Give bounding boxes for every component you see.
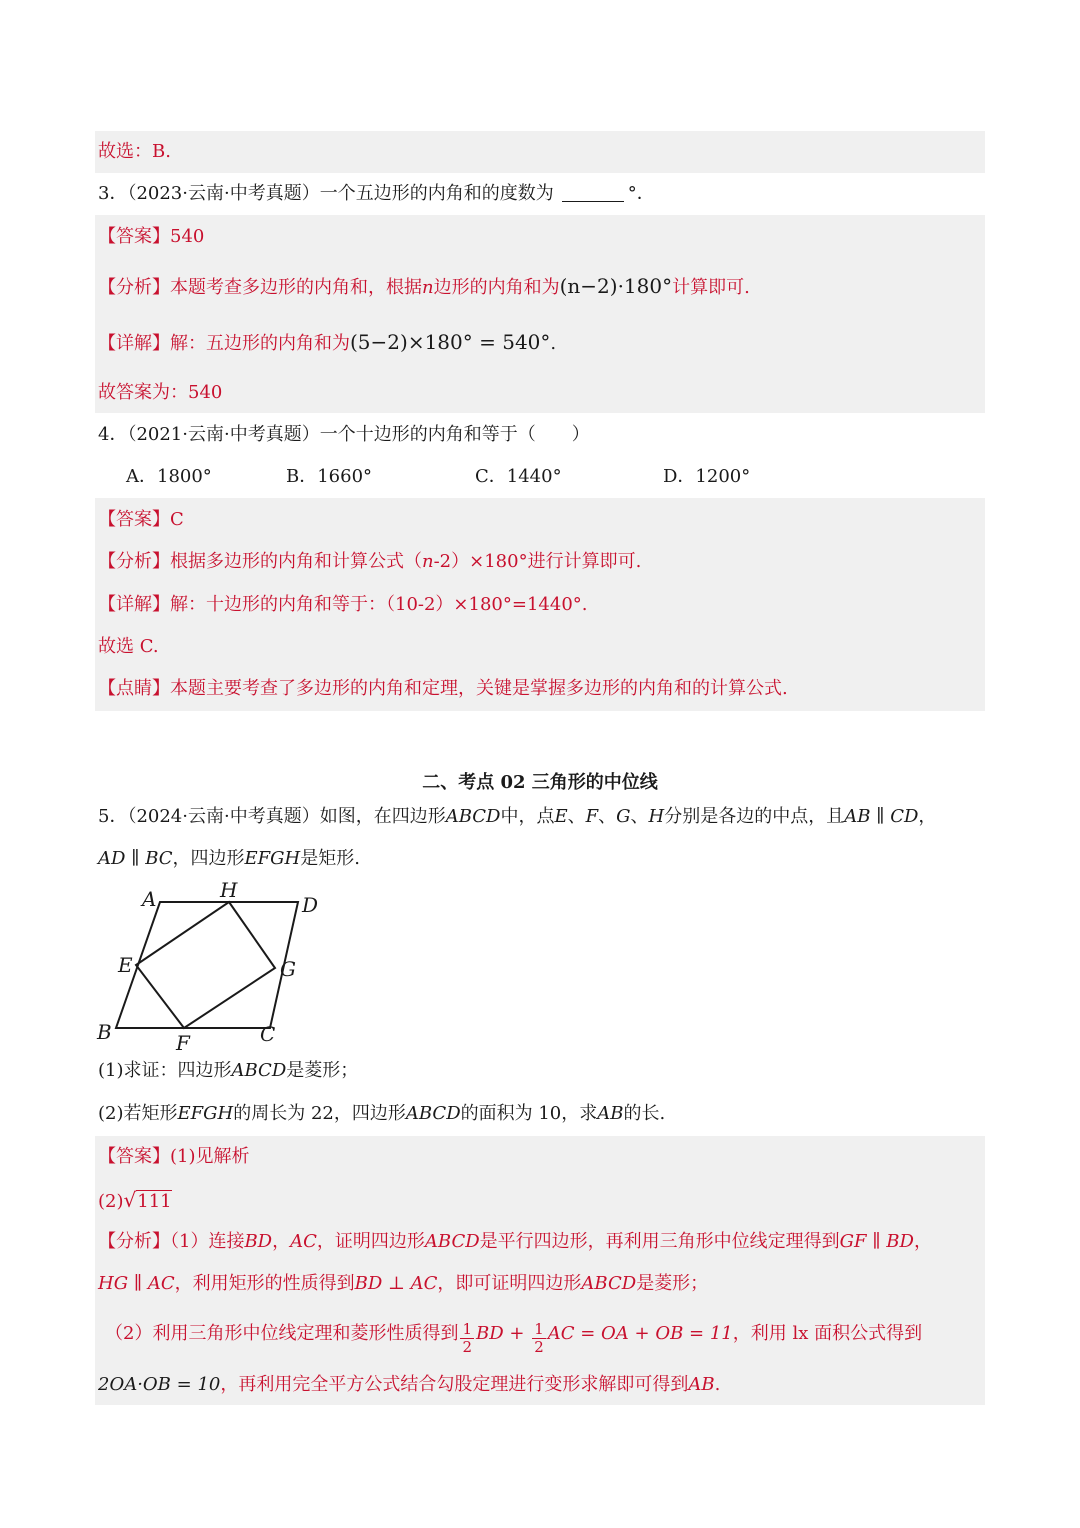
q3-solution-block <box>95 215 985 413</box>
parallelogram-figure <box>90 875 340 1055</box>
fraction-half: $\frac{1}{2}$ <box>462 1320 472 1356</box>
option-d[interactable]: D．1200° <box>663 466 751 487</box>
q4-analysis: 【分析】根据多边形的内角和计算公式（n-2）×180°进行计算即可. <box>98 551 642 572</box>
q3-conclusion: 故答案为：540 <box>98 382 223 403</box>
q2-conclusion: 故选：B. <box>98 141 171 162</box>
label-b: B <box>97 1020 112 1044</box>
label-f: F <box>176 1031 190 1055</box>
fraction-half: $\frac{1}{2}$ <box>534 1320 544 1356</box>
q4-comment: 【点睛】本题主要考查了多边形的内角和定理，关键是掌握多边形的内角和的计算公式. <box>98 678 788 699</box>
label-g: G <box>280 957 296 981</box>
option-a[interactable]: A．1800° <box>126 466 212 487</box>
sqrt-sign: √ <box>123 1188 137 1212</box>
label-d: D <box>302 893 319 917</box>
answer-blank <box>562 185 624 202</box>
q4-detail: 【详解】解：十边形的内角和等于：（10-2）×180°=1440°. <box>98 594 588 615</box>
q5-answer1: 【答案】(1)见解析 <box>98 1146 250 1167</box>
q5-analysis-line1: 【分析】（1）连接BD，AC，证明四边形ABCD是平行四边形，再利用三角形中位线定理得到GF ∥ BD， <box>98 1231 932 1252</box>
label-a: A <box>142 887 157 911</box>
q5-part1: (1)求证：四边形ABCD是菱形； <box>98 1060 359 1081</box>
q5-analysis-line4: 2OA·OB = 10，再利用完全平方公式结合勾股定理进行变形求解即可得到AB. <box>98 1374 721 1395</box>
q4-answer: 【答案】C <box>98 509 184 530</box>
q4-options <box>0 464 1080 490</box>
option-b[interactable]: B．1660° <box>286 466 373 487</box>
q3-answer: 【答案】540 <box>98 226 205 247</box>
formula: (n−2)·180° <box>559 274 673 298</box>
q3-analysis: 【分析】本题考查多边形的内角和，根据n边形的内角和为(n−2)·180°计算即可. <box>98 274 750 298</box>
q4-conclusion: 故选 C. <box>98 636 159 657</box>
quadrilateral-abcd <box>116 902 298 1028</box>
q5-stem-line2: AD ∥ BC，四边形EFGH是矩形. <box>98 848 360 869</box>
q5-analysis-line2: HG ∥ AC，利用矩形的性质得到BD ⊥ AC，即可证明四边形ABCD是菱形； <box>98 1273 709 1294</box>
q5-part2: (2)若矩形EFGH的周长为 22，四边形ABCD的面积为 10，求AB的长. <box>98 1103 666 1124</box>
q5-analysis-line3: （2）利用三角形中位线定理和菱形性质得到 $\frac{1}{2}$ BD + $\frac{1}{2}$ AC = OA + OB = 11，利用 lx 面积公式得到 <box>105 1320 923 1356</box>
q5-answer2: (2)√111 <box>98 1188 172 1212</box>
label-c: C <box>260 1022 276 1046</box>
rectangle-efgh <box>136 902 275 1028</box>
label-h: H <box>220 878 238 902</box>
section-title: 二、考点 02 三角形的中位线 <box>422 772 658 793</box>
formula: (5−2)×180° = 540° <box>350 330 551 354</box>
q4-stem: 4．（2021·云南·中考真题）一个十边形的内角和等于（ ） <box>98 424 590 445</box>
option-c[interactable]: C．1440° <box>475 466 562 487</box>
q3-detail: 【详解】解：五边形的内角和为(5−2)×180° = 540°. <box>98 330 557 354</box>
label-e: E <box>118 953 133 977</box>
q5-stem-line1: 5．（2024·云南·中考真题）如图，在四边形ABCD中，点E、F、G、H分别是各边的中点，且AB ∥ CD， <box>98 806 937 827</box>
q3-stem: 3．（2023·云南·中考真题）一个五边形的内角和的度数为 °． <box>98 183 655 204</box>
q2-solution-block <box>95 131 985 173</box>
